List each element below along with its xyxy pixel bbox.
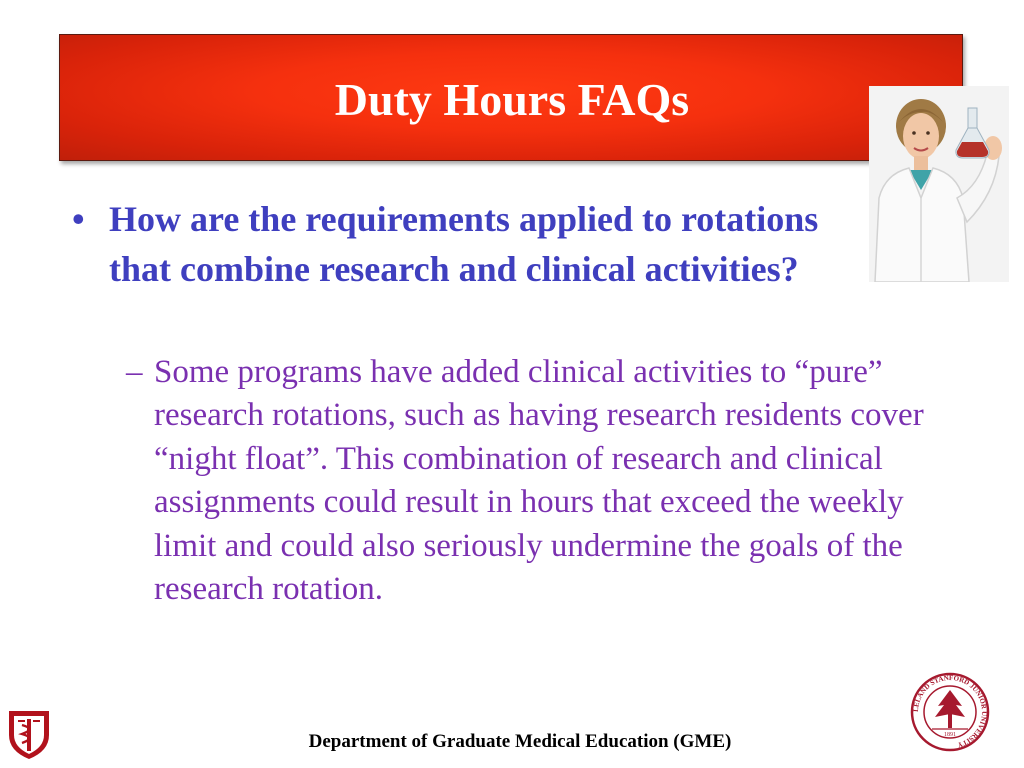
sub-bullet-marker: – xyxy=(126,354,143,390)
bullet-marker: • xyxy=(72,199,85,239)
scientist-photo-icon xyxy=(869,86,1009,282)
seal-year: 1891 xyxy=(944,732,956,738)
slide-title: Duty Hours FAQs xyxy=(334,74,690,125)
question-text: How are the requirements applied to rotations that combine research and clinical activities? xyxy=(109,199,819,289)
university-seal-icon xyxy=(905,672,995,752)
footer-text: Department of Graduate Medical Education (GME) xyxy=(308,731,732,752)
answer-sub-bullet xyxy=(126,351,956,611)
question-bullet xyxy=(62,194,852,294)
svg-text:LELAND STANFORD JUNIOR UNIVERS: LELAND STANFORD JUNIOR UNIVERSITY xyxy=(911,673,989,750)
answer-text: Some programs have added clinical activities to “pure” research rotations, such as having research residents cover “night float”. This combination of research and clinical assignments could result in hours that exceed the weekly limit and could also seriously undermine the goals of the research rotation. xyxy=(154,354,924,608)
